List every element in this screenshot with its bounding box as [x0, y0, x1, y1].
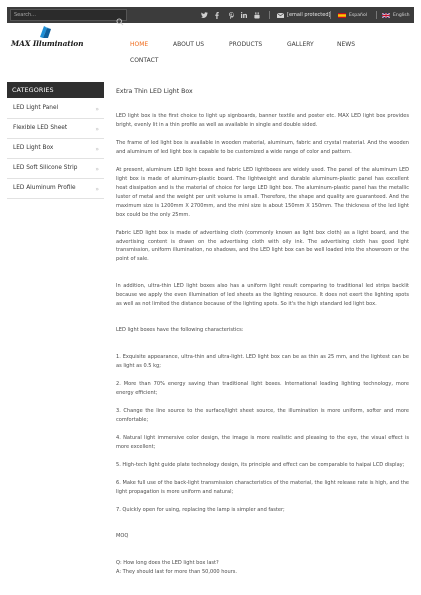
divider [376, 11, 377, 19]
paragraph: LED light box is the first choice to light up signboards, banner textile and poster etc. MAX LED light box provides bright, evenly lit in a thin profile as well as available in single and double sided. [116, 113, 409, 128]
language-label: English [393, 12, 410, 18]
divider [269, 11, 270, 19]
search-icon [116, 18, 124, 26]
paragraph: Fabric LED light box is made of advertising cloth (commonly known as light box cloth) as a light board, and the advertising content is drawn on the advertising cloth with oily ink. The advertising cloth has good light transmission, uniform illumination, no shadows, and the LED light box can be well loaded into the showroom or the point of sale. [116, 229, 409, 263]
characteristic-item: 3. Change the line source to the surface/light sheet source, the illumination is more uniform, softer and more comfortable; [116, 407, 409, 423]
language-en[interactable] [382, 10, 410, 20]
language-es[interactable] [338, 10, 367, 20]
email-link[interactable] [277, 10, 330, 20]
logo-text: MAX Illumination [11, 39, 84, 48]
linkedin-link[interactable] [240, 10, 248, 20]
pinterest-link[interactable] [227, 10, 235, 20]
sidebar-item-label: LED Light Panel [13, 105, 59, 111]
facebook-link[interactable] [213, 10, 221, 20]
twitter-icon [201, 12, 208, 18]
sidebar-item-led-soft-silicone-strip[interactable] [7, 159, 104, 179]
nav-about-us[interactable]: ABOUT US [173, 41, 205, 48]
uk-flag-icon [382, 13, 390, 18]
site-logo[interactable] [11, 25, 83, 51]
characteristic-item: 2. More than 70% energy saving than traditional light boxes. International leading lighting technology, more energy efficient; [116, 380, 409, 396]
twitter-link[interactable] [200, 10, 208, 20]
youtube-icon [254, 12, 260, 19]
logo-mark-icon [38, 25, 52, 39]
categories-heading [7, 82, 104, 98]
search-input[interactable] [11, 10, 111, 20]
facebook-icon [215, 12, 219, 19]
nav-products[interactable]: PRODUCTS [229, 41, 263, 48]
double-chevron-right-icon: » [95, 166, 99, 173]
divider [330, 11, 331, 19]
characteristic-item: 4. Natural light immersive color design, the image is more realistic and pleasing to the eye, the visual effect is more excellent; [116, 434, 409, 450]
sidebar-item-led-light-panel[interactable] [7, 99, 104, 119]
email-address: [email protected] [287, 12, 331, 18]
faq-answer: A: They should last for more than 50,000 hours. [116, 568, 238, 575]
characteristic-item: 6. Make full use of the back-light transmission characteristics of the material, the light release rate is high, and the light propagation is more uniform and natural; [116, 479, 409, 495]
double-chevron-right-icon: » [95, 126, 99, 133]
sidebar-item-flexible-led-sheet[interactable] [7, 119, 104, 139]
sidebar-item-led-aluminum-profile[interactable] [7, 179, 104, 199]
nav-news[interactable]: NEWS [337, 41, 356, 48]
paragraph: The frame of led light box is available in wooden material, aluminum, fabric and crystal material. And the wooden and aluminum of led light box is capable to be customized a wide range of color and pattern. [116, 140, 409, 155]
sidebar-item-label: LED Light Box [13, 145, 54, 151]
top-bar [7, 7, 414, 23]
characteristics-intro: LED light boxes have the following characteristics: [116, 327, 244, 334]
nav-contact[interactable]: CONTACT [130, 57, 159, 64]
sidebar-item-label: LED Aluminum Profile [13, 185, 76, 191]
double-chevron-right-icon: » [95, 106, 99, 113]
double-chevron-right-icon: » [95, 146, 99, 153]
language-label: Español [349, 12, 368, 18]
paragraph: At present, aluminum LED light boxes and fabric LED lightboxes are widely used. The panel of the aluminum LED light box is made of aluminum-plastic board. The lightweight and durable aluminum-plastic panel has excellent heat dissipation and is the material of choice for large LED light box. The aluminum-plastic panel has the metallic luster of metal and the weight per unit volume is small. Therefore, the shape and quality are guaranteed. And the maximum size is 1200mm X 2700mm, and the mini size is about 150mm X 150mm. The thickness of the led light box could be the only 25mm. [116, 167, 409, 218]
moq-heading: MOQ [116, 533, 129, 540]
page-title: Extra Thin LED Light Box [116, 88, 193, 95]
spain-flag-icon [338, 13, 346, 18]
characteristic-item: 7. Quickly open for using, replacing the lamp is simpler and faster; [116, 506, 285, 513]
sidebar-item-led-light-box[interactable] [7, 139, 104, 159]
search-button[interactable] [116, 11, 124, 19]
youtube-link[interactable] [253, 10, 261, 20]
pinterest-icon [229, 12, 234, 19]
characteristic-item: 1. Exquisite appearance, ultra-thin and ultra-light. LED light box can be as thin as 25 mm, and the lightest can be as light as 0.5 kg; [116, 353, 409, 369]
categories-heading-label: CATEGORIES [12, 86, 54, 94]
sidebar-item-label: LED Soft Silicone Strip [13, 165, 78, 171]
main-content [116, 88, 409, 586]
double-chevron-right-icon: » [95, 186, 99, 193]
nav-home[interactable]: HOME [130, 41, 149, 48]
envelope-icon [277, 13, 284, 18]
nav-gallery[interactable]: GALLERY [287, 41, 314, 48]
characteristic-item: 5. High-tech light guide plate technology design, its principle and effect can be comparable to haipai LCD display; [116, 461, 405, 468]
categories-list [7, 99, 104, 199]
linkedin-icon [241, 12, 247, 18]
sidebar-item-label: Flexible LED Sheet [13, 125, 68, 131]
paragraph: In addition, ultra-thin LED light boxes also has a uniform light result comparing to traditional led strips backlit because we apply the even illumination of led sheets as the lighting resource. It does not exert the lighting spots as well as not limited the distance because of the lighting spots. So it's the high standard led light box. [116, 282, 409, 307]
faq-question: Q: How long does the LED light box last? [116, 559, 219, 566]
search-box [10, 9, 127, 21]
